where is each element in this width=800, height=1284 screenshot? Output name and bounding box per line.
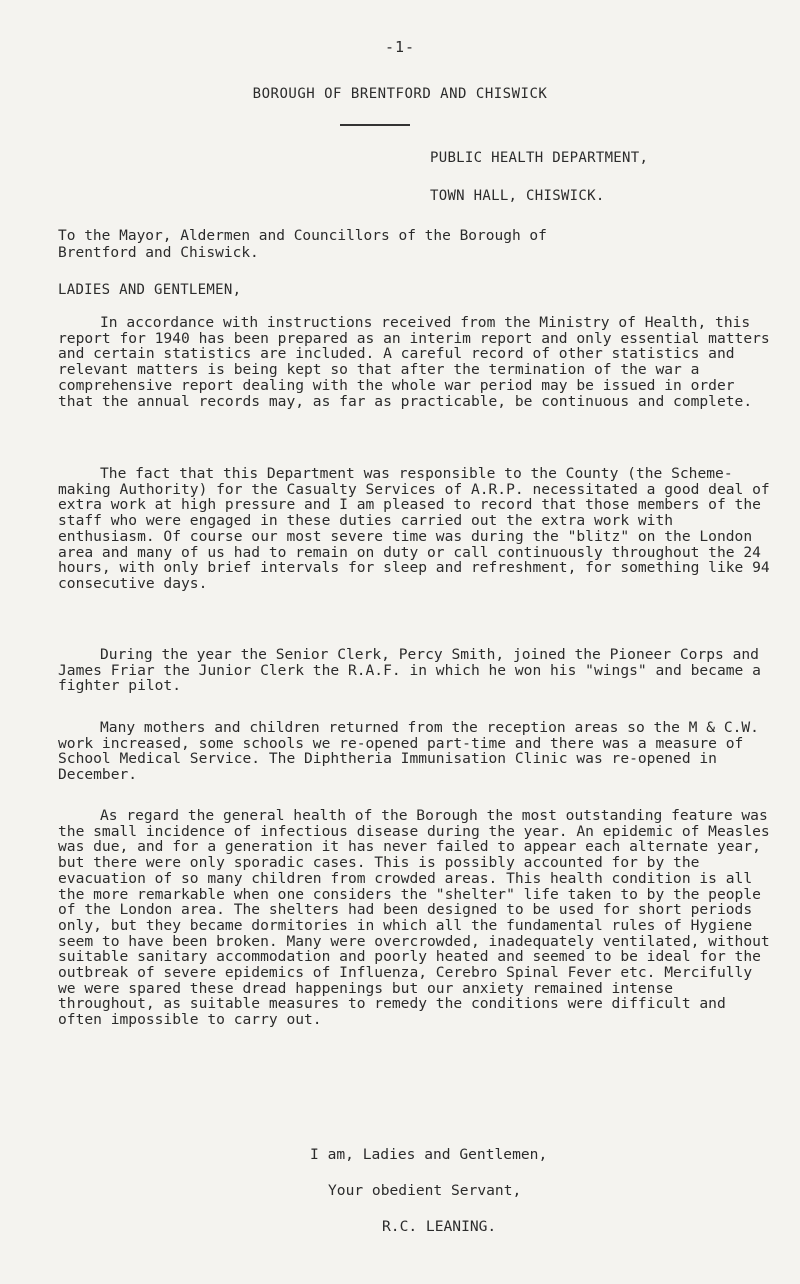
department-address: TOWN HALL, CHISWICK. — [430, 188, 605, 204]
closing-valediction: Your obedient Servant, — [328, 1182, 522, 1199]
paragraph-3: During the year the Senior Clerk, Percy Smith, joined the Pioneer Corps and James Friar the Junior Clerk the R.A.F. in which he won his "wings" and became a fighter pilot. — [58, 646, 761, 695]
closing-line: I am, Ladies and Gentlemen, — [310, 1146, 548, 1163]
department-name: PUBLIC HEALTH DEPARTMENT, — [430, 150, 649, 166]
signature: R.C. LEANING. — [382, 1218, 497, 1235]
salutation: LADIES AND GENTLEMEN, — [58, 282, 242, 298]
paragraph-2: The fact that this Department was responsible to the County (the Scheme-making Authority) for the Casualty Services of A.R.P. necessitated a good deal of extra work at high pressure and I am pleased to record that those members of the staff who were engaged in these duties carried out the extra work with enthusiasm. Of course our most severe time was during the "blitz" on the London area and many of us had to remain on duty or call continuously throughout the 24 hours, with only brief intervals for sleep and refreshment, for something like 94 consecutive days. — [58, 465, 770, 592]
paragraph-4: Many mothers and children returned from the reception areas so the M & C.W. work increased, some schools we re-opened part-time and there was a measure of School Medical Service. The Diphtheria Immunisation Clinic was re-opened in December. — [58, 719, 759, 784]
heading-divider — [340, 124, 410, 126]
page-number: -1- — [384, 38, 416, 56]
document-heading: BOROUGH OF BRENTFORD AND CHISWICK — [252, 86, 548, 102]
paragraph-5: As regard the general health of the Borough the most outstanding feature was the small incidence of infectious disease during the year. An epidemic of Measles was due, and for a generation it has never failed to appear each alternate year, but there were only sporadic cases. This is possibly accounted for by the evacuation of so many children from crowded areas. This health condition is all the more remarkable when one considers the "shelter" life taken to by the people of the London area. The shelters had been designed to be used for short periods only, but they became dormitories in which all the fundamental rules of Hygiene seem to have been broken. Many were overcrowded, inadequately ventilated, without suitable sanitary accommodation and poorly heated and seemed to be ideal for the outbreak of severe epidemics of Influenza, Cerebro Spinal Fever etc. Mercifully we were spared these dread happenings but our anxiety remained intense throughout, as suitable measures to remedy the conditions were difficult and often impossible to carry out. — [58, 807, 770, 1029]
recipient-address: To the Mayor, Aldermen and Councillors of the Borough of Brentford and Chiswick. — [58, 228, 547, 261]
paragraph-1: In accordance with instructions received from the Ministry of Health, this report for 1940 has been prepared as an interim report and only essential matters and certain statistics are included. A careful record of other statistics and relevant matters is being kept so that after the termination of the war a comprehensive report dealing with the whole war period may be issued in order that the annual records may, as far as practicable, be continuous and complete. — [58, 314, 770, 410]
